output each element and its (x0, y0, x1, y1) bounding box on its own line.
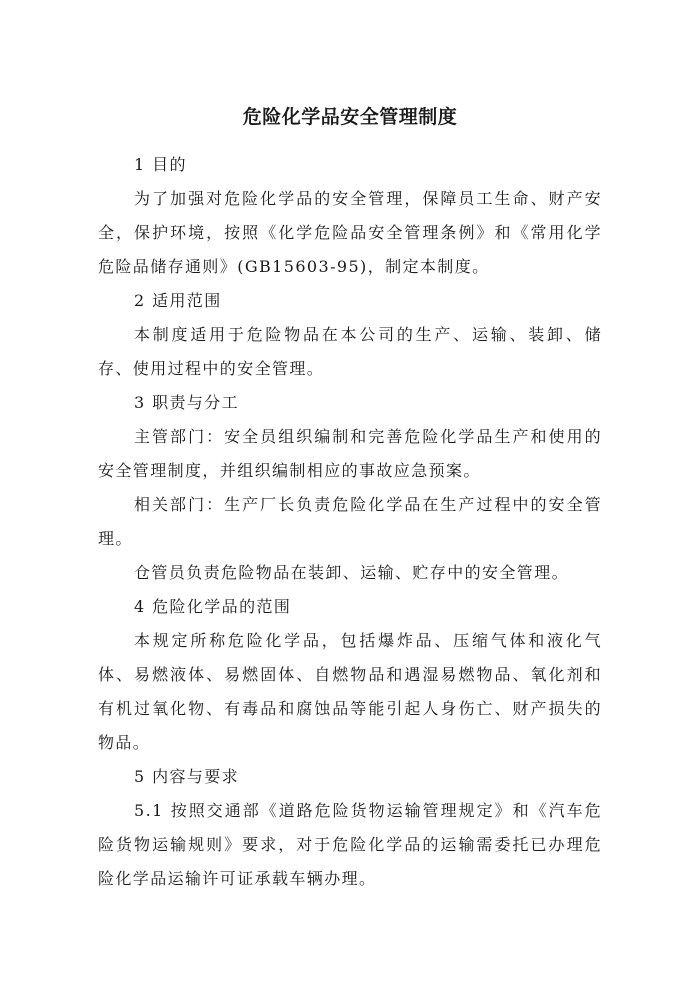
paragraph-responsibilities-related: 相关部门：生产厂长负责危险化学品在生产过程中的安全管理。 (98, 495, 602, 548)
document-title: 危险化学品安全管理制度 (242, 106, 458, 128)
paragraph-responsibilities-main: 主管部门：安全员组织编制和完善危险化学品生产和使用的安全管理制度，并组织编制相应的事故应急预案。 (98, 427, 602, 480)
paragraph-responsibilities-warehouse: 仓管员负责危险物品在装卸、运输、贮存中的安全管理。 (134, 563, 570, 582)
paragraph-scope: 本制度适用于危险物品在本公司的生产、运输、装卸、储存、使用过程中的安全管理。 (98, 325, 602, 378)
section-heading-requirements: 5 内容与要求 (134, 767, 240, 786)
paragraph-chemical-range: 本规定所称危险化学品，包括爆炸品、压缩气体和液化气体、易燃液体、易燃固体、自燃物品和遇湿易燃物品、氧化剂和有机过氧化物、有毒品和腐蚀品等能引起人身伤亡、财产损失的物品。 (98, 631, 602, 752)
paragraph-purpose: 为了加强对危险化学品的安全管理，保障员工生命、财产安全，保护环境，按照《化学危险品安全管理条例》和《常用化学危险品储存通则》(GB15603-95)，制定本制度。 (98, 189, 602, 276)
paragraph-requirement-5-1: 5.1 按照交通部《道路危险货物运输管理规定》和《汽车危险货物运输规则》要求，对于危险化学品的运输需委托已办理危险化学品运输许可证承载车辆办理。 (98, 801, 602, 888)
section-heading-responsibilities: 3 职责与分工 (134, 393, 240, 412)
section-heading-scope: 2 适用范围 (134, 291, 222, 310)
section-heading-purpose: 1 目的 (134, 155, 187, 174)
document-body (98, 148, 602, 896)
section-heading-chemical-range: 4 危险化学品的范围 (134, 597, 292, 616)
